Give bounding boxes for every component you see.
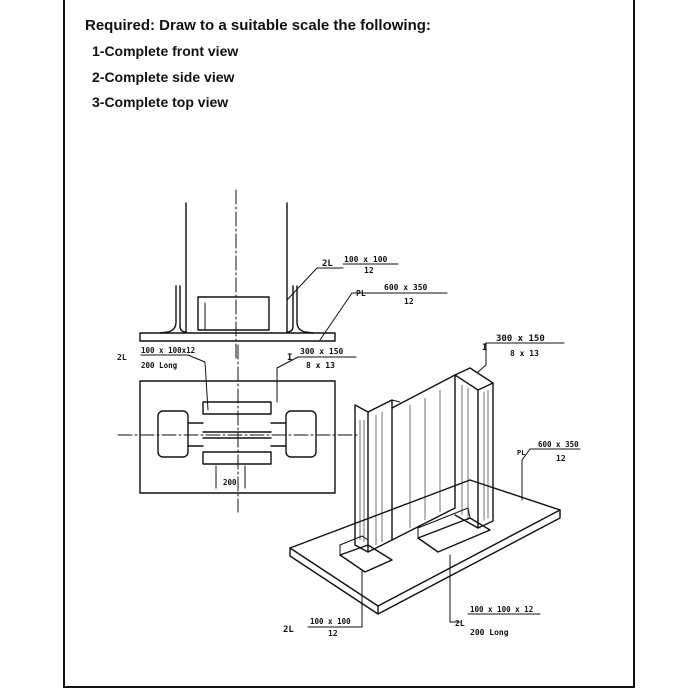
iso-2l-right-length: 200 Long (470, 628, 509, 637)
iso-2l-left-leader (358, 570, 362, 627)
top-left-clip-angle (158, 411, 188, 457)
top-i-size: 300 x 150 (300, 347, 344, 356)
iso-2l-right-prefix: 2L (455, 619, 465, 628)
top-i-weights: 8 x 13 (306, 361, 335, 370)
front-2l-leader (287, 268, 343, 300)
front-pl-prefix: PL (356, 289, 366, 298)
front-view (140, 190, 447, 358)
top-i-leader (277, 357, 298, 402)
iso-ibeam-left-flange-face (355, 405, 368, 552)
iso-pl-size: 600 x 350 (538, 440, 579, 449)
front-clip-angle (198, 297, 269, 330)
top-2l-prefix: 2L (117, 353, 127, 362)
top-dim-200: 200 (223, 478, 237, 487)
top-right-clip-angle (286, 411, 316, 457)
page-title: Required: Draw to a suitable scale the following: (85, 17, 431, 34)
front-pl-size: 600 x 350 (384, 283, 428, 292)
iso-base-plate-side-edge (378, 510, 560, 614)
top-view (118, 345, 360, 512)
iso-ibeam-right-flange (455, 375, 478, 528)
front-left-angle-inner (180, 286, 186, 332)
top-ibeam-flange-upper (203, 402, 271, 414)
front-base-plate (140, 333, 335, 341)
iso-2l-right-angle: 100 x 100 x 12 (470, 605, 534, 614)
iso-i-weights: 8 x 13 (510, 349, 539, 358)
iso-pl-thk: 12 (556, 454, 566, 463)
top-i-prefix: I (287, 353, 293, 363)
iso-i-size: 300 x 150 (496, 334, 545, 344)
front-left-angle (160, 286, 176, 333)
iso-center-clip-angle (418, 518, 490, 552)
instruction-item-top-view: 3-Complete top view (92, 94, 229, 110)
iso-ibeam-web (392, 375, 455, 540)
top-2l-length: 200 Long (141, 361, 178, 370)
front-2l-angle: 100 x 100 (344, 255, 388, 264)
iso-view (290, 343, 580, 627)
iso-2l-left-angle: 100 x 100 (310, 617, 351, 626)
front-2l-thk: 12 (364, 266, 374, 275)
front-right-angle (297, 286, 313, 333)
iso-ibeam-right-flange-side (478, 383, 493, 528)
iso-i-prefix: I (482, 343, 488, 353)
instruction-item-side-view: 2-Complete side view (92, 69, 235, 85)
iso-flange-hatching (360, 385, 488, 545)
top-ibeam-flange-lower (203, 452, 271, 464)
iso-base-plate-front-edge (290, 548, 378, 614)
front-right-angle-inner (287, 286, 293, 332)
iso-2l-left-prefix: 2L (283, 625, 294, 635)
iso-ibeam-left-flange (368, 400, 392, 552)
iso-2l-left-thk: 12 (328, 629, 338, 638)
top-2l-angle: 100 x 100x12 (141, 346, 196, 355)
front-2l-prefix: 2L (322, 259, 333, 269)
iso-pl-prefix: PL (517, 449, 526, 457)
iso-left-clip-angle (340, 545, 392, 572)
instruction-item-front-view: 1-Complete front view (92, 43, 239, 59)
front-pl-thk: 12 (404, 297, 414, 306)
